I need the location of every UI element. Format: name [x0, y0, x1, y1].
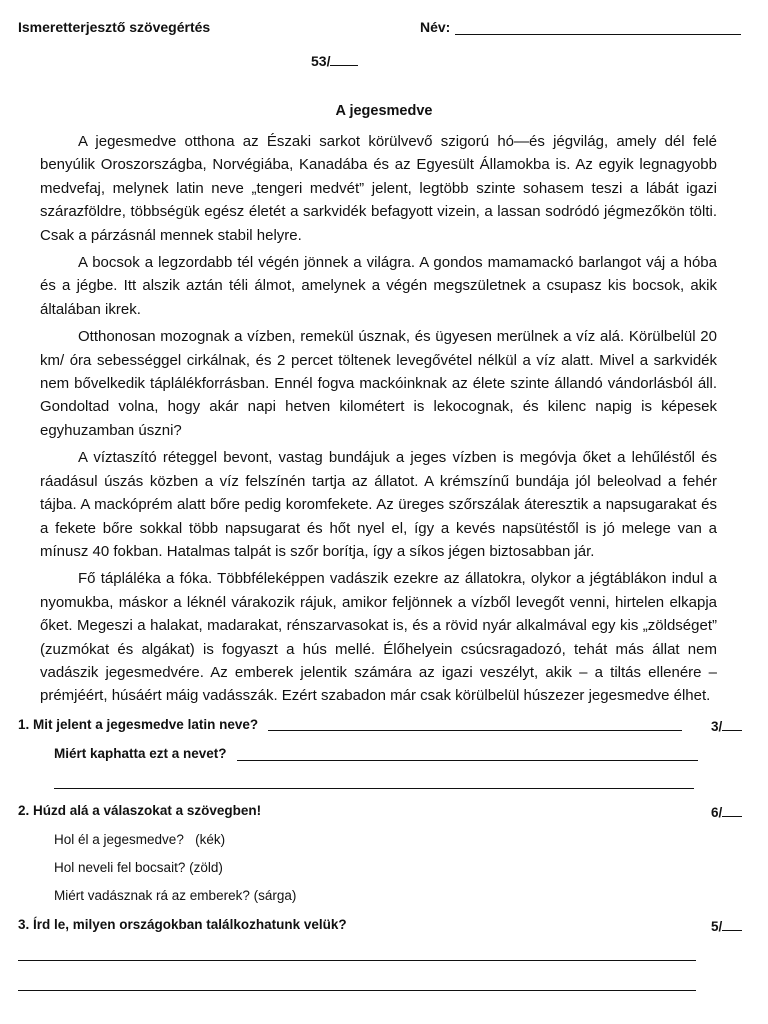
- paragraph: Otthonosan mozognak a vízben, remekül úsznak, és ügyesen merülnek a víz alá. Körülbelül 20 km/ óra sebességgel cirkálnak, és 2 percet töltenek levegővétel nélkül a víz alatt. Mivel a sarkvidék nem bővelkedik táplálékforrásban. Ennél fogva mackóinknak az élete szinte állandó vándorlásból áll. Gondoltad volna, hogy akár napi hetven kilométert is lekocognak, és kilenc napig is képesek egyhuzamban úszni?: [40, 328, 717, 439]
- question-3-score-field[interactable]: [722, 917, 742, 931]
- question-3-answer-line-1[interactable]: [18, 960, 696, 961]
- worksheet-subject: Ismeretterjesztő szövegértés: [18, 19, 211, 35]
- total-score: [311, 52, 358, 69]
- question-1-sub: Miért kaphatta ezt a nevet?: [54, 746, 227, 761]
- question-1-text: 1. Mit jelent a jegesmedve latin neve?: [18, 717, 259, 732]
- question-2: 2. Húzd alá a válaszokat a szövegben!: [18, 803, 262, 818]
- question-1-score-label: 3/: [711, 719, 723, 734]
- name-label: Név:: [420, 19, 451, 35]
- question-2-item-1: Hol él a jegesmedve? (kék): [54, 832, 226, 847]
- paragraph: A víztaszító réteggel bevont, vastag bundájuk a jeges vízben is megóvja őket a lehűléstől és ráadásul úszás közben a víz felszínén tartja az állatot. A krémszínű bundája jól beleolvad a fehér tájba. A mackóprém alatt bőre pedig koromfekete. Az üreges szőrszálak áteresztik a napsugarakat és a fekete bőre sokkal több napsugarat és hőt nyel el, így a kevés napsütéstől is jó melege van a mínusz 40 fokban. Hatalmas talpát is szőr borítja, így a síkos jégen biztosabban jár.: [40, 449, 717, 560]
- question-2-item-3: Miért vadásznak rá az emberek? (sárga): [54, 888, 297, 903]
- name-field[interactable]: [455, 34, 741, 35]
- paragraph: A bocsok a legzordabb tél végén jönnek a világra. A gondos mamamackó barlangot váj a hóba és a jégbe. Itt alszik aztán téli álmot, amelynek a végén megszületnek a csupasz kis bocsok, akik általában ikrek.: [40, 254, 717, 318]
- article-body: [40, 130, 717, 708]
- question-3: 3. Írd le, milyen országokban találkozhatunk velük?: [18, 917, 347, 932]
- paragraph: Fő tápláléka a fóka. Többféleképpen vadászik ezekre az állatokra, olykor a jégtáblákon indul a nyomukba, máskor a léknél várakozik rájuk, amikor feljönnek a vízből levegőt venni, hirtelen elkapja őket. Megeszi a halakat, madarakat, rénszarvasokat is, és a rövid nyár alkalmával egy kis „zöldséget” (zuzmókat és algákat) is fogyaszt a hús mellé. Élőhelyein csúcsragadozó, tehát más állat nem vadászik jegesmedvére. Az emberek jelentik számára az igazi veszélyt, akik – a tiltás ellenére – prémjéért, húsáért máig vadásszák. Ezért szabadon már csak körülbelül húszezer jegesmedve élhet.: [40, 570, 717, 705]
- question-3-score: [711, 917, 742, 934]
- question-2-score-field[interactable]: [722, 803, 742, 817]
- question-1-answer-line[interactable]: [268, 730, 682, 731]
- total-score-label: 53/: [311, 53, 331, 69]
- question-1-sub-answer-line-2[interactable]: [54, 788, 694, 789]
- question-3-score-label: 5/: [711, 919, 723, 934]
- article-title: A jegesmedve: [335, 103, 433, 119]
- question-1-score: [711, 717, 742, 734]
- total-score-field[interactable]: [330, 52, 358, 66]
- question-2-score: [711, 803, 742, 820]
- question-2-score-label: 6/: [711, 805, 723, 820]
- question-3-answer-line-2[interactable]: [18, 990, 696, 991]
- paragraph: A jegesmedve otthona az Északi sarkot körülvevő szigorú hó—és jégvilág, amely dél felé benyúlik Oroszországba, Norvégiába, Kanadába és az Egyesült Államokba is. Az egyik legnagyobb medvefaj, melynek latin neve „tengeri medvét” jelent, legtöbb szinte sohasem teszi a lábát igazi szárazföldre, többségük egész életét a sarkvidék befagyott vizein, a lassan sodródó jégmezőkön tölti. Csak a párzásnál mennek stabil helyre.: [40, 133, 717, 244]
- question-1-score-field[interactable]: [722, 717, 742, 731]
- question-1: [18, 717, 258, 732]
- question-1-sub-answer-line[interactable]: [237, 760, 698, 761]
- question-2-item-2: Hol neveli fel bocsait? (zöld): [54, 860, 223, 875]
